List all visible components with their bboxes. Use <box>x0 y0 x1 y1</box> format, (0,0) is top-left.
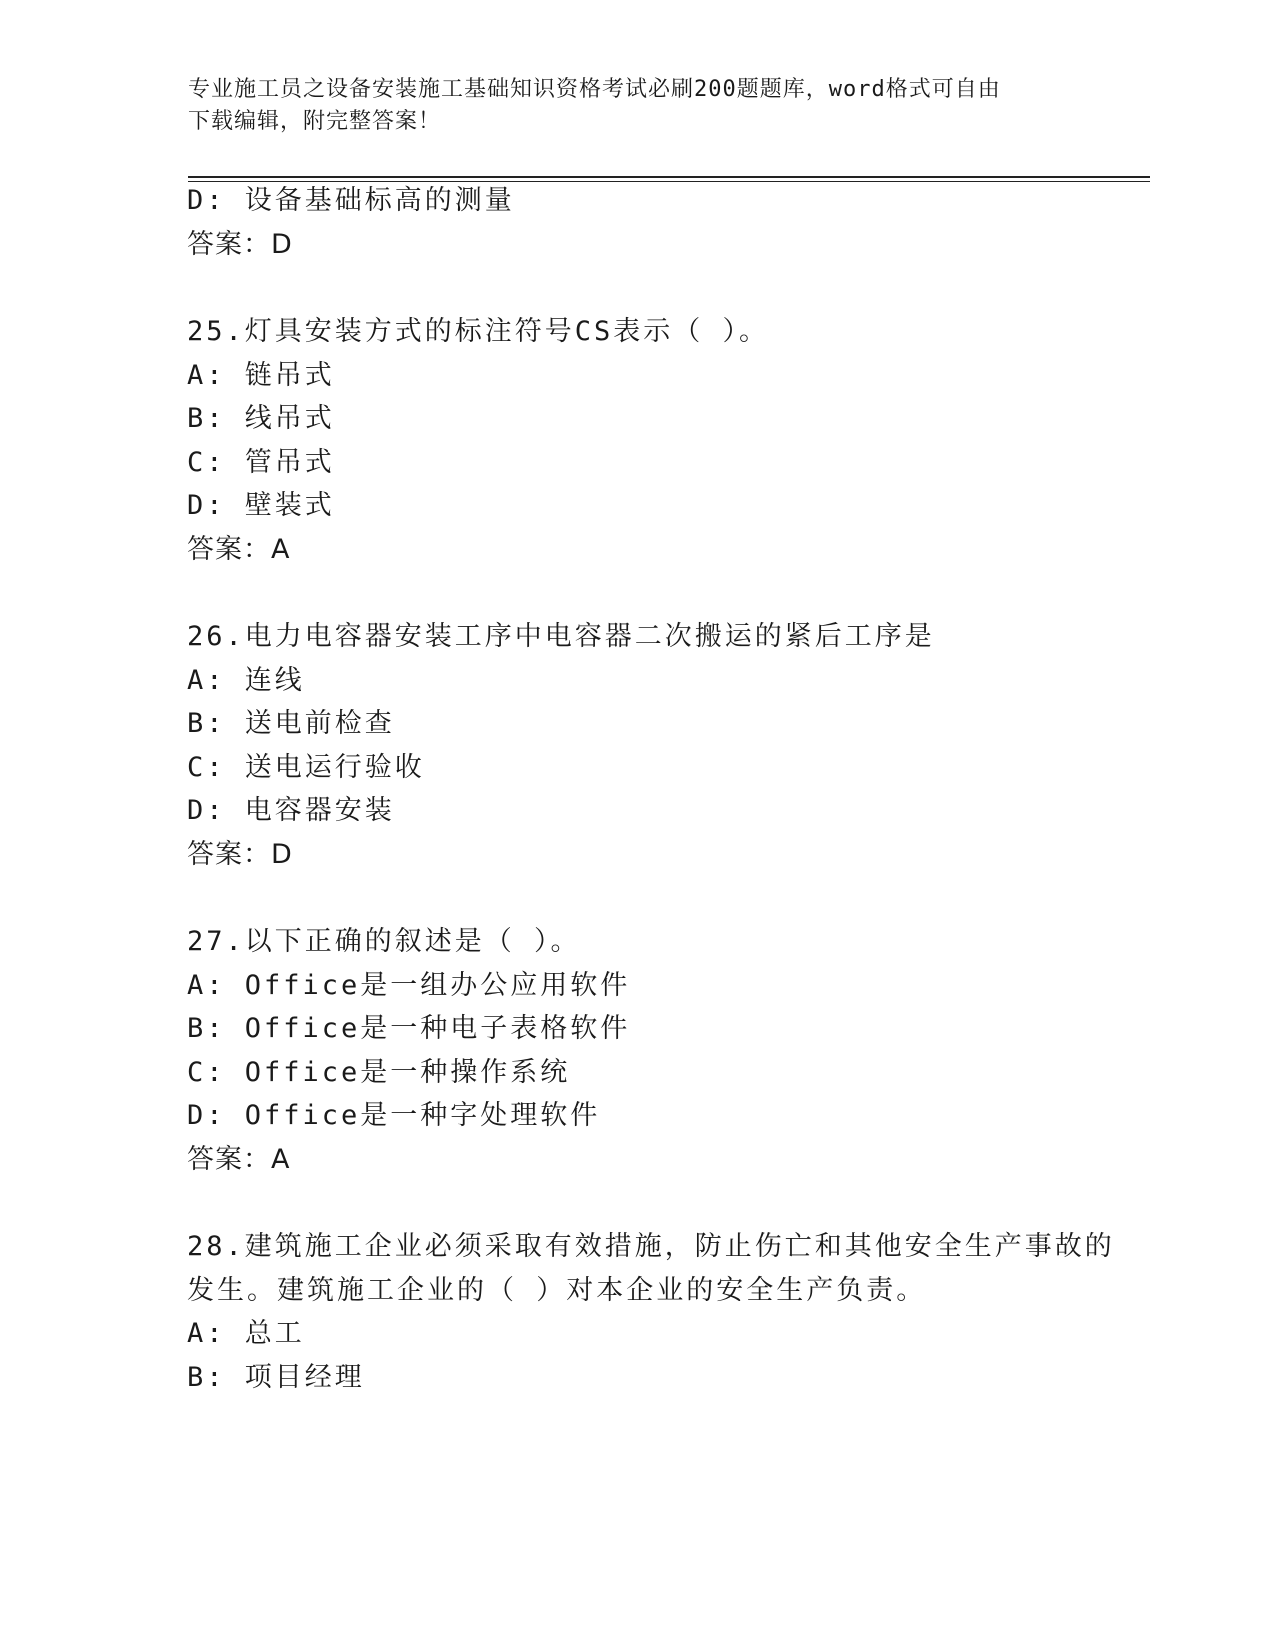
q24-option-d: D: 设备基础标高的测量 <box>187 185 515 216</box>
q26-answer: 答案：D <box>187 839 293 870</box>
q26-option-d: D: 电容器安装 <box>187 795 395 826</box>
header-line-2: 下载编辑，附完整答案！ <box>188 109 442 134</box>
q28-question-line-1: 28.建筑施工企业必须采取有效措施，防止伤亡和其他安全生产事故的 <box>187 1231 1115 1262</box>
q25-option-d: D: 壁装式 <box>187 490 335 521</box>
q26-option-c: C: 送电运行验收 <box>187 752 425 783</box>
q25-answer: 答案：A <box>187 534 291 565</box>
q28-question-line-2: 发生。建筑施工企业的（ ）对本企业的安全生产负责。 <box>187 1275 927 1306</box>
q28-option-a: A: 总工 <box>187 1318 305 1349</box>
header-line-1: 专业施工员之设备安装施工基础知识资格考试必刷200题题库，word格式可自由 <box>188 77 1001 102</box>
q24-answer: 答案：D <box>187 229 293 260</box>
q27-option-a: A: Office是一组办公应用软件 <box>187 970 631 1001</box>
header-divider-thin <box>188 181 1150 182</box>
q25-option-a: A: 链吊式 <box>187 360 335 391</box>
document-header <box>188 74 1088 138</box>
q26-question: 26.电力电容器安装工序中电容器二次搬运的紧后工序是 <box>187 621 935 652</box>
q25-option-c: C: 管吊式 <box>187 447 335 478</box>
q27-answer: 答案：A <box>187 1144 291 1175</box>
q26-option-a: A: 连线 <box>187 665 305 696</box>
q25-question: 25.灯具安装方式的标注符号CS表示（ ）。 <box>187 316 770 347</box>
q27-option-b: B: Office是一种电子表格软件 <box>187 1013 631 1044</box>
q27-question: 27.以下正确的叙述是（ ）。 <box>187 926 581 957</box>
q27-option-c: C: Office是一种操作系统 <box>187 1057 571 1088</box>
q26-option-b: B: 送电前检查 <box>187 708 395 739</box>
header-divider-thick <box>188 176 1150 178</box>
q28-option-b: B: 项目经理 <box>187 1362 365 1393</box>
q27-option-d: D: Office是一种字处理软件 <box>187 1100 601 1131</box>
q25-option-b: B: 线吊式 <box>187 403 335 434</box>
